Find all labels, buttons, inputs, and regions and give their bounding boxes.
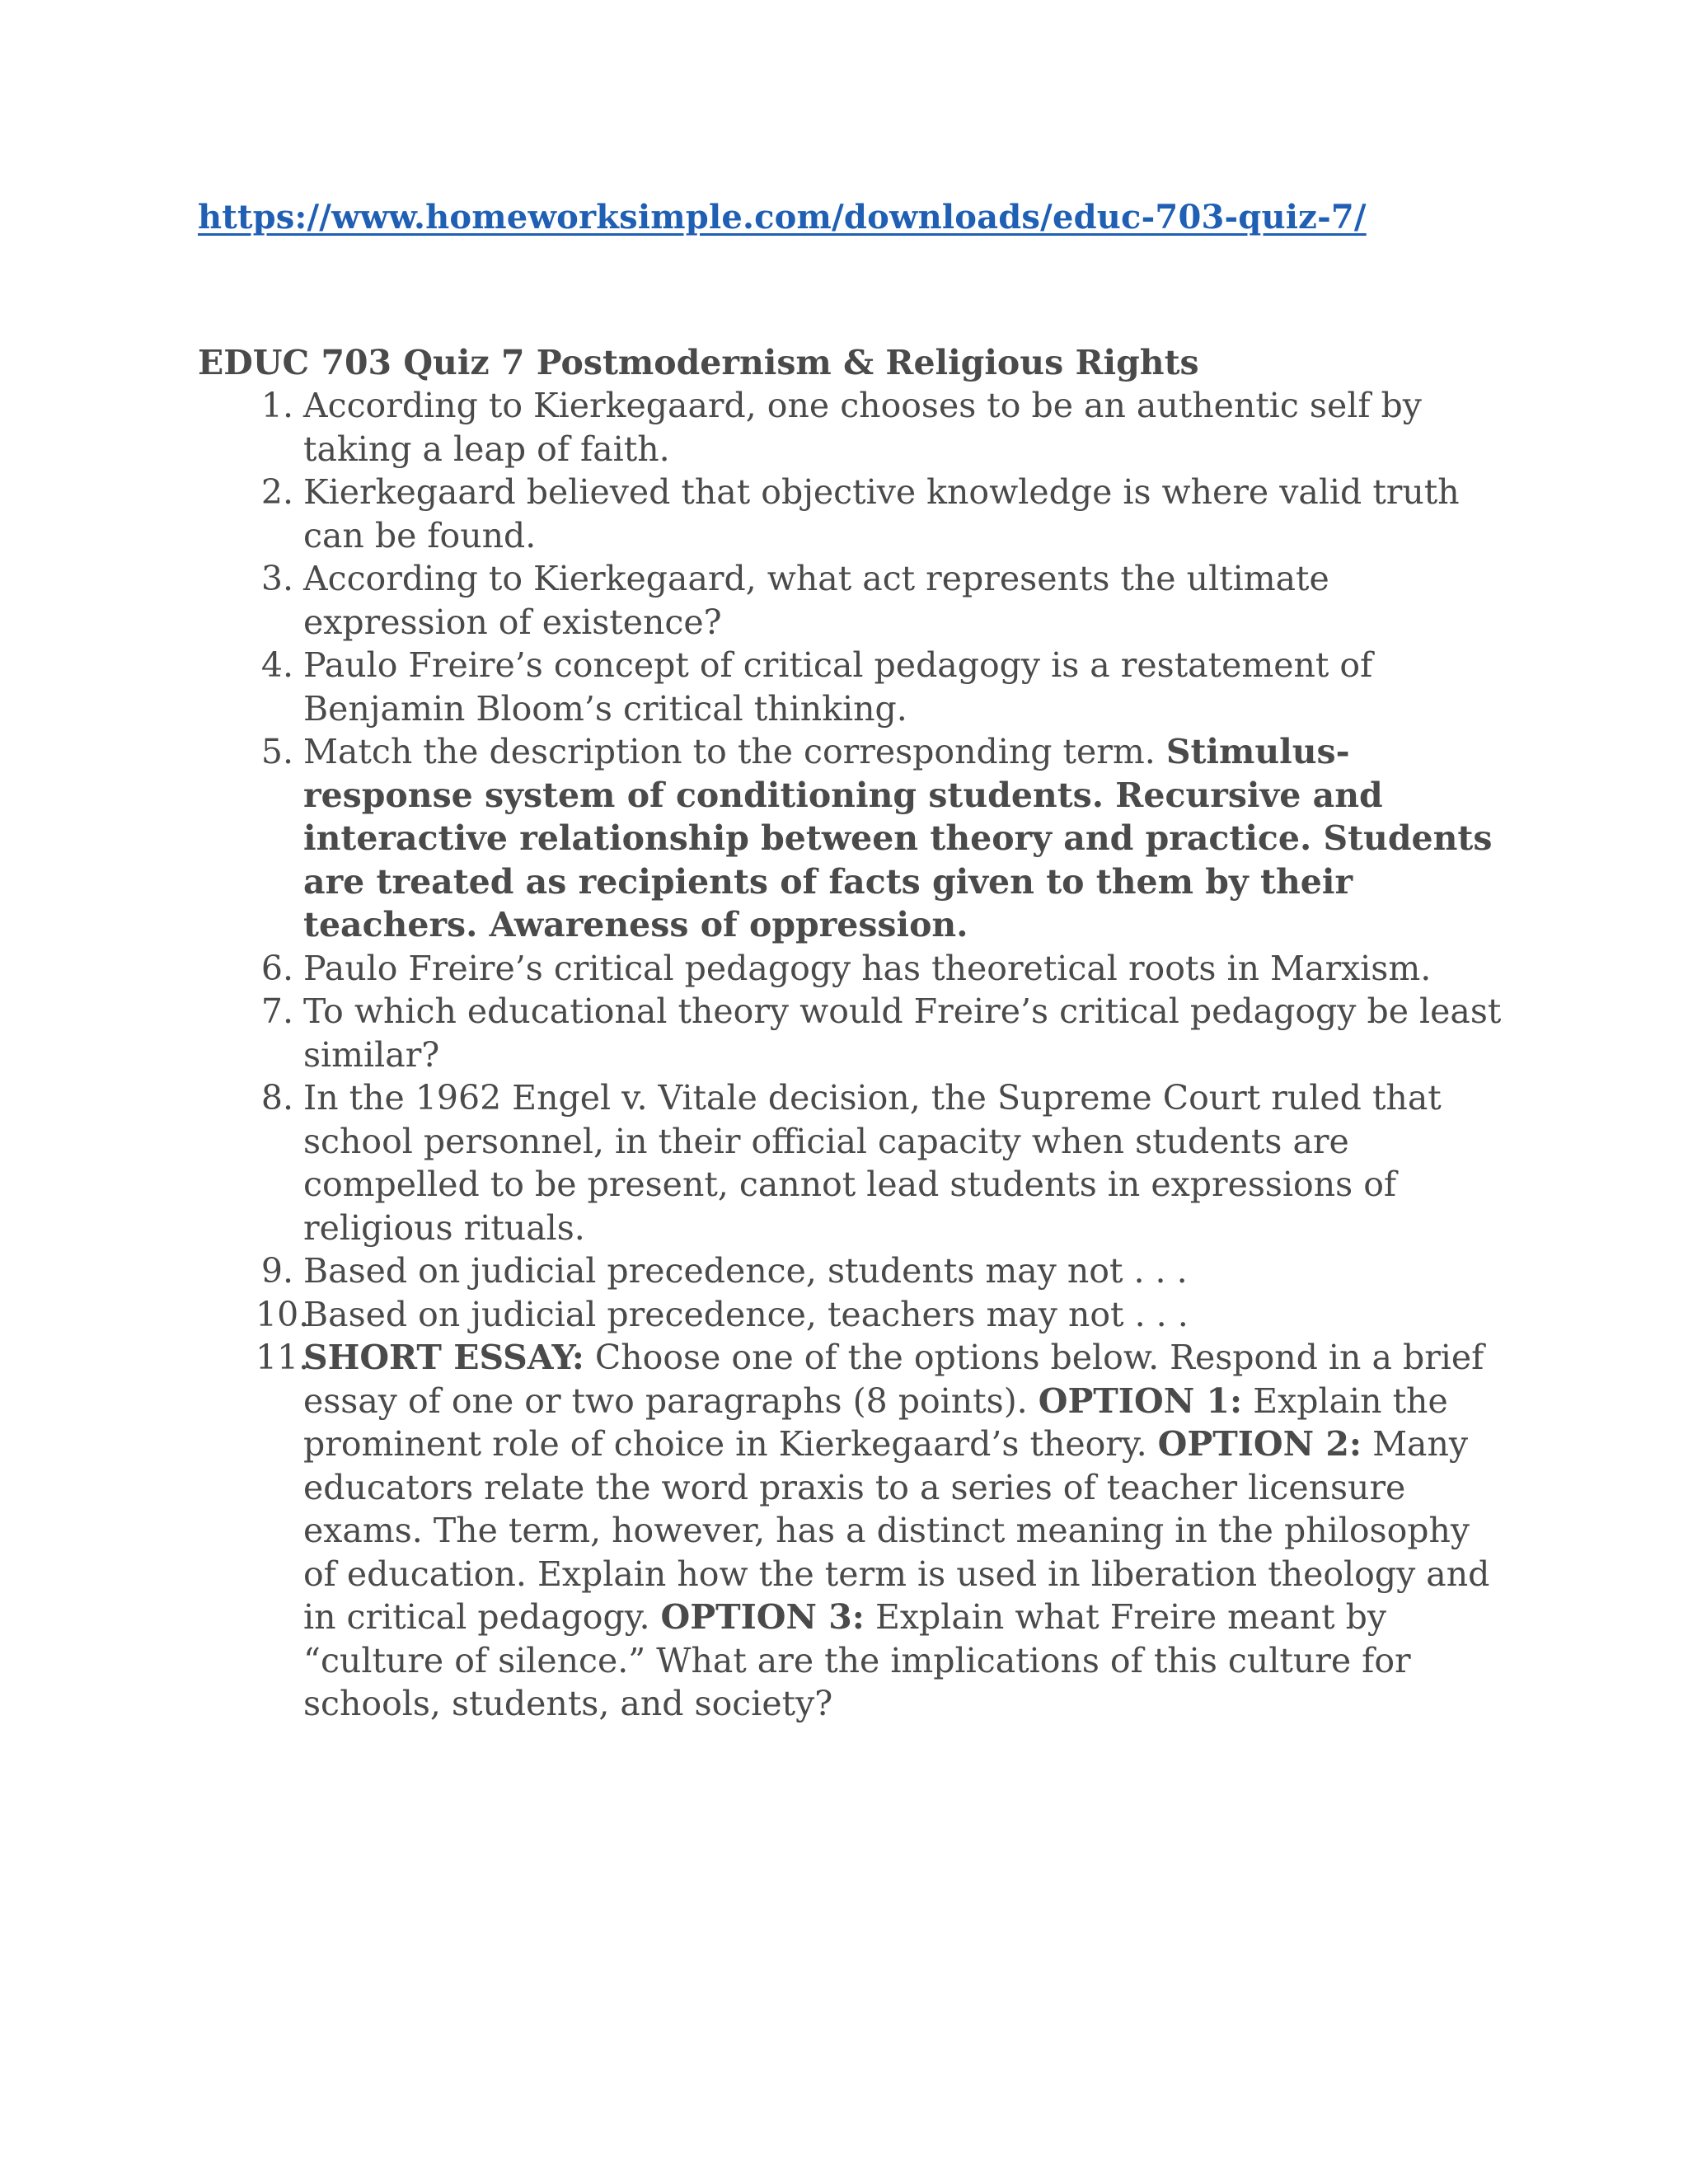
question-item: [198, 644, 1508, 730]
question-text: To which educational theory would Freire’s critical pedagogy be least similar?: [303, 991, 1502, 1075]
question-number: 1.: [260, 386, 293, 425]
download-link[interactable]: https://www.homeworksimple.com/downloads/educ-703-quiz-7/: [198, 198, 1367, 237]
question-list: [198, 384, 1508, 1726]
question-item: [198, 1076, 1508, 1249]
question-item: [198, 471, 1508, 557]
option-2-text: Many educators relate the word praxis to a series of teacher licensure exams. The term, however, has a distinct meaning in the philosophy of education. Explain how the term is used in liberation theology and in critical pedagogy.: [303, 1424, 1490, 1637]
option-2-label: OPTION 2:: [1157, 1424, 1362, 1464]
question-text: According to Kierkegaard, one chooses to be an authentic self by taking a leap of faith.: [303, 386, 1422, 469]
question-number: 11.: [256, 1338, 310, 1377]
question-text: According to Kierkegaard, what act represents the ultimate expression of existence?: [303, 559, 1329, 642]
document-body: [198, 196, 1508, 1726]
question-number: 6.: [260, 948, 293, 988]
essay-text: [303, 1336, 1508, 1726]
question-item: [198, 730, 1508, 947]
question-number: 9.: [260, 1251, 293, 1291]
question-text: Paulo Freire’s critical pedagogy has theoretical roots in Marxism.: [303, 948, 1432, 988]
essay-intro: Choose one of the options below. Respond in a brief essay of one or two paragraphs (8 points).: [303, 1338, 1484, 1421]
question-prompt: Match the description to the corresponding term.: [303, 732, 1166, 771]
question-number: 8.: [260, 1078, 293, 1118]
question-text: In the 1962 Engel v. Vitale decision, the Supreme Court ruled that school personnel, in their official capacity when students are compelled to be present, cannot lead students in expressions of religious rituals.: [303, 1078, 1442, 1248]
question-item: [198, 557, 1508, 644]
option-3-label: OPTION 3:: [660, 1597, 865, 1637]
question-item: [198, 947, 1508, 991]
question-number: 5.: [260, 732, 293, 771]
quiz-title: EDUC 703 Quiz 7 Postmodernism & Religious Rights: [198, 342, 1199, 382]
option-1-label: OPTION 1:: [1038, 1380, 1243, 1421]
matching-descriptions: Stimulus-response system of conditioning students. Recursive and interactive relationship between theory and practice. Students are treated as recipients of facts given to them by their teachers. Awareness of oppression.: [303, 732, 1493, 944]
essay-item: [198, 1336, 1508, 1726]
question-item: [198, 1249, 1508, 1293]
question-text: [303, 730, 1508, 947]
question-text: Based on judicial precedence, students may not . . .: [303, 1251, 1188, 1291]
option-1-text: Explain the prominent role of choice in Kierkegaard’s theory.: [303, 1380, 1448, 1464]
question-number: 10.: [256, 1294, 310, 1334]
question-item: [198, 990, 1508, 1076]
question-item: [198, 1293, 1508, 1337]
question-item: [198, 384, 1508, 471]
question-number: 4.: [260, 645, 293, 685]
question-number: 7.: [260, 991, 293, 1031]
essay-label: SHORT ESSAY:: [303, 1338, 584, 1377]
question-text: Based on judicial precedence, teachers may not . . .: [303, 1294, 1189, 1334]
question-number: 3.: [260, 559, 293, 598]
question-text: Kierkegaard believed that objective knowledge is where valid truth can be found.: [303, 472, 1460, 555]
question-text: Paulo Freire’s concept of critical pedagogy is a restatement of Benjamin Bloom’s critical thinking.: [303, 645, 1373, 729]
question-number: 2.: [260, 472, 293, 512]
option-3-text: Explain what Freire meant by “culture of silence.” What are the implications of this culture for schools, students, and society?: [303, 1597, 1411, 1723]
